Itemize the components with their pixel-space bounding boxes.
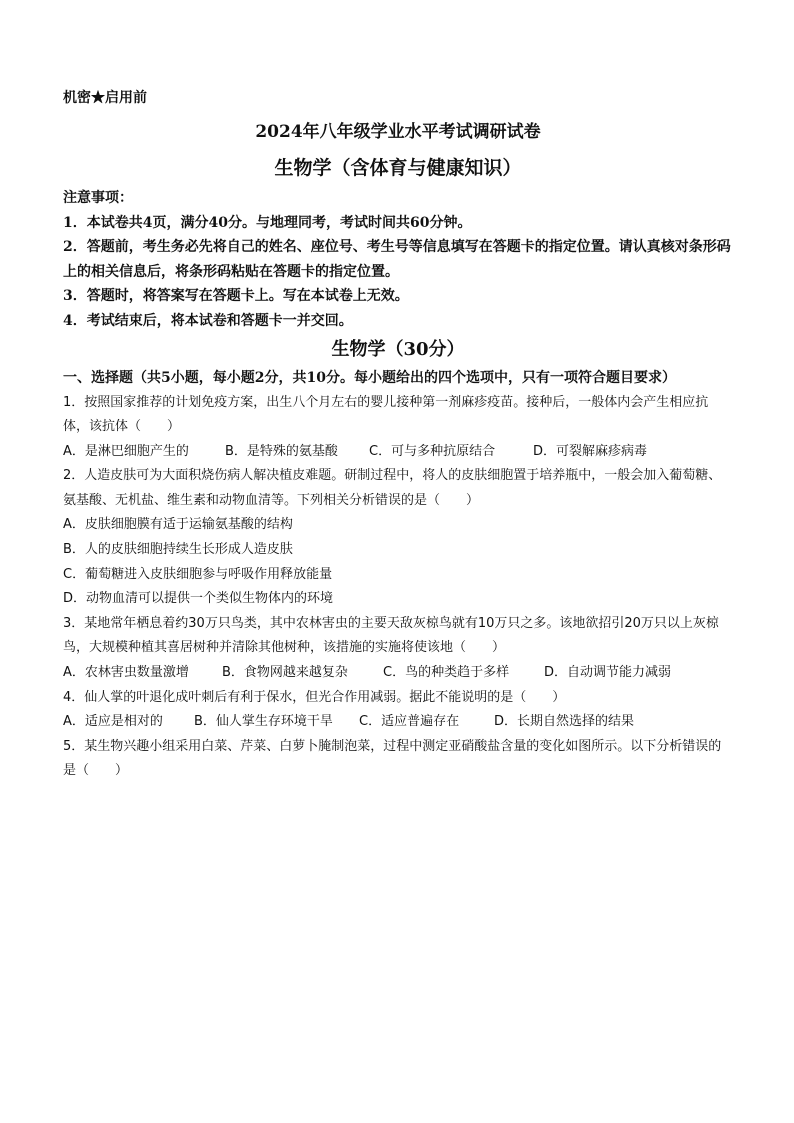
options-row bbox=[63, 440, 733, 465]
option-b: B．食物网越来越复杂 bbox=[222, 665, 348, 681]
options-row bbox=[63, 710, 733, 735]
exam-subtitle: 生物学（含体育与健康知识） bbox=[274, 157, 522, 179]
question-4 bbox=[63, 686, 733, 735]
options-row bbox=[63, 661, 733, 686]
option-b: B．是特殊的氨基酸 bbox=[225, 443, 338, 459]
question-5 bbox=[63, 735, 733, 784]
question-2 bbox=[63, 464, 733, 612]
notice-item: 2．答题前，考生务必先将自己的姓名、座位号、考生号等信息填写在答题卡的指定位置。请认真核对条形码上的相关信息后，将条形码粘贴在答题卡的指定位置。 bbox=[63, 239, 731, 280]
question-stem: 4．仙人掌的叶退化成叶刺后有利于保水，但光合作用减弱。据此不能说明的是（ ） bbox=[63, 689, 566, 705]
option-b: B．仙人掌生存环境干旱 bbox=[194, 714, 333, 730]
option-b: B．人的皮肤细胞持续生长形成人造皮肤 bbox=[63, 542, 293, 558]
option-d: D．自动调节能力减弱 bbox=[544, 665, 672, 681]
notice-heading: 注意事项： bbox=[63, 190, 133, 206]
option-a: A．皮肤细胞膜有适于运输氨基酸的结构 bbox=[63, 517, 293, 533]
option-a: A．农林害虫数量激增 bbox=[63, 665, 189, 681]
part-heading: 一、选择题（共5小题，每小题2分，共10分。每小题给出的四个选项中，只有一项符合题目要求） bbox=[63, 370, 676, 386]
option-a: A．适应是相对的 bbox=[63, 714, 163, 730]
option-c: C．葡萄糖进入皮肤细胞参与呼吸作用释放能量 bbox=[63, 566, 333, 582]
option-c: C．鸟的种类趋于多样 bbox=[383, 665, 510, 681]
option-d: D．长期自然选择的结果 bbox=[494, 714, 635, 730]
notice-item: 1．本试卷共4页，满分40分。与地理同考，考试时间共60分钟。 bbox=[63, 214, 472, 231]
question-stem: 3．某地常年栖息着约30万只鸟类，其中农林害虫的主要天敌灰椋鸟就有10万只之多。该地欲招引20万只以上灰椋鸟，大规模种植其喜居树种并清除其他树种，该措施的实施将使该地（ ） bbox=[63, 615, 719, 656]
option-c: C．适应普遍存在 bbox=[359, 714, 460, 730]
exam-page bbox=[63, 86, 733, 784]
question-1 bbox=[63, 391, 733, 465]
question-3 bbox=[63, 612, 733, 686]
question-stem: 1．按照国家推荐的计划免疫方案，出生八个月左右的婴儿接种第一剂麻疹疫苗。接种后，一般体内会产生相应抗体，该抗体（ ） bbox=[63, 394, 709, 435]
notice-item: 4．考试结束后，将本试卷和答题卡一并交回。 bbox=[63, 312, 353, 329]
option-d: D．动物血清可以提供一个类似生物体内的环境 bbox=[63, 591, 334, 607]
exam-title: 2024年八年级学业水平考试调研试卷 bbox=[255, 122, 541, 142]
section-title: 生物学（30分） bbox=[331, 339, 465, 360]
option-d: D．可裂解麻疹病毒 bbox=[533, 443, 648, 459]
confidential-label: 机密★启用前 bbox=[63, 90, 147, 106]
option-a: A．是淋巴细胞产生的 bbox=[63, 443, 189, 459]
notice-block bbox=[63, 186, 733, 333]
question-stem: 5．某生物兴趣小组采用白菜、芹菜、白萝卜腌制泡菜，过程中测定亚硝酸盐含量的变化如图所示。以下分析错误的是（ ） bbox=[63, 738, 722, 779]
notice-item: 3．答题时，将答案写在答题卡上。写在本试卷上无效。 bbox=[63, 288, 409, 304]
question-stem: 2．人造皮肤可为大面积烧伤病人解决植皮难题。研制过程中，将人的皮肤细胞置于培养瓶中，一般会加入葡萄糖、氨基酸、无机盐、维生素和动物血清等。下列相关分析错误的是（ ） bbox=[63, 468, 722, 508]
option-c: C．可与多种抗原结合 bbox=[369, 443, 496, 459]
